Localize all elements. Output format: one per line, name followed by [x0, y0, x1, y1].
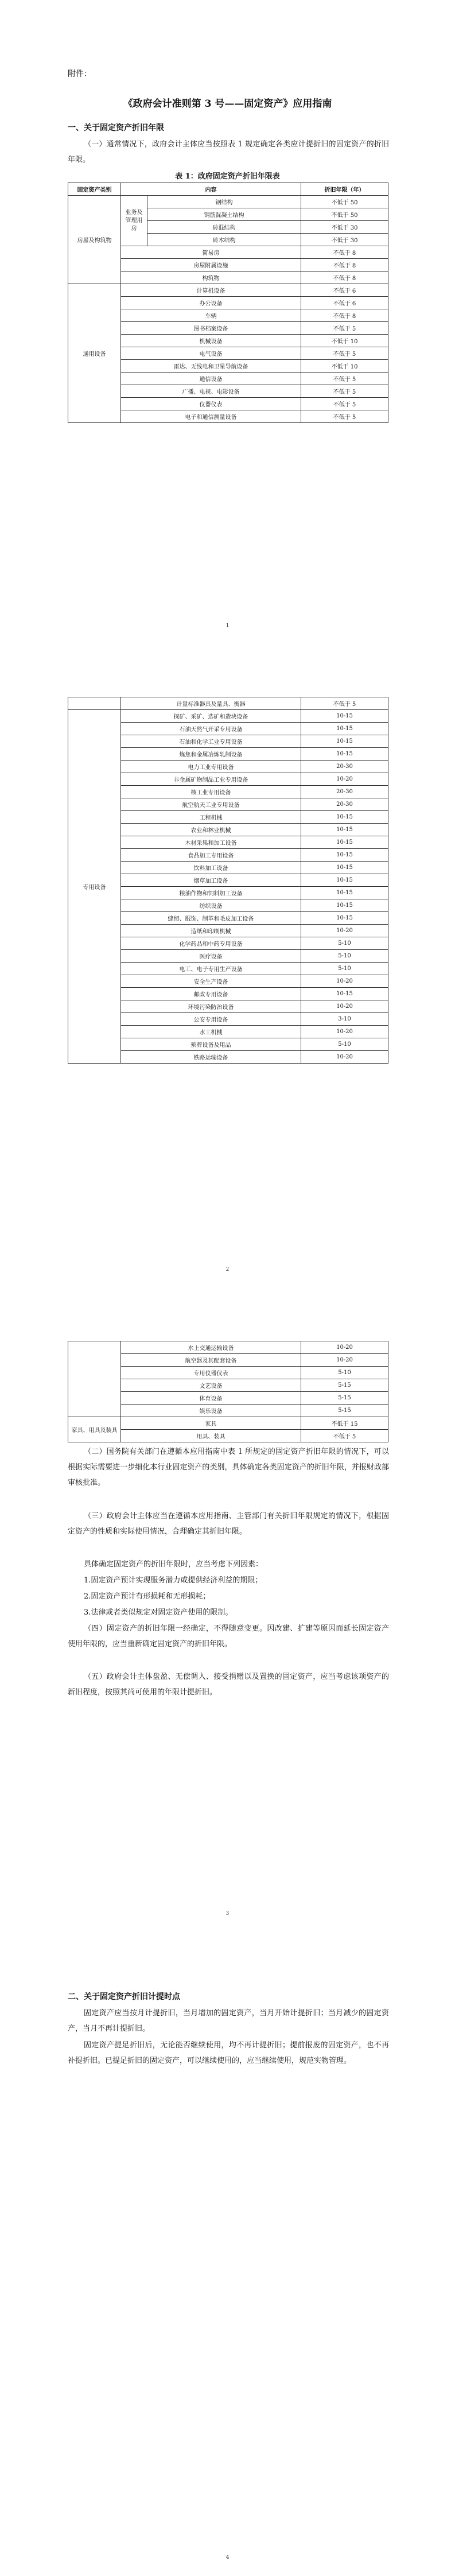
years-cell: 10-20 — [301, 773, 388, 786]
years-cell: 不低于 5 — [301, 385, 388, 398]
section2-heading: 二、关于固定资产折旧计提时点 — [68, 1992, 180, 2001]
item-cell: 公安专用设备 — [121, 1013, 301, 1026]
years-cell: 不低于 5 — [301, 398, 388, 410]
years-cell: 5-15 — [301, 1392, 388, 1405]
item-cell: 食品加工专用设备 — [121, 849, 301, 862]
header-content: 内容 — [121, 183, 301, 196]
years-cell: 不低于 8 — [301, 259, 388, 271]
item-cell: 钢结构 — [147, 196, 301, 208]
years-cell: 5-15 — [301, 1405, 388, 1417]
item-cell: 炼焦和金属冶炼轧制设备 — [121, 748, 301, 761]
years-cell: 10-20 — [301, 925, 388, 937]
years-cell: 10-15 — [301, 862, 388, 874]
years-cell: 不低于 5 — [301, 697, 388, 710]
item-cell: 核工业专用设备 — [121, 786, 301, 798]
section1-para1: （一）通常情况下，政府会计主体应当按照表 1 规定确定各类应计提折旧的固定资产的折旧年限。 — [68, 140, 389, 164]
item-cell: 木材采集和加工设备 — [121, 836, 301, 849]
item-cell: 砖混结构 — [147, 221, 301, 234]
years-cell: 10-15 — [301, 735, 388, 748]
item-cell: 探矿、采矿、选矿和造块设备 — [121, 710, 301, 723]
page-number: 3 — [225, 1911, 230, 1917]
section1-para7: 3.法律或者类似规定对固定资产使用的限制。 — [84, 1608, 233, 1617]
years-cell: 10-15 — [301, 912, 388, 925]
item-cell: 工程机械 — [121, 811, 301, 824]
years-cell: 不低于 5 — [301, 1430, 388, 1442]
item-cell: 航空器及其配套设备 — [121, 1354, 301, 1367]
page-2 — [0, 644, 455, 1288]
section1-para6: 2.固定资产预计有形损耗和无形损耗； — [84, 1592, 211, 1601]
years-cell: 不低于 6 — [301, 297, 388, 309]
years-cell: 不低于 15 — [301, 1417, 388, 1430]
page-3 — [0, 1288, 455, 1932]
item-cell: 石油天然气开采专用设备 — [121, 723, 301, 735]
item-cell: 用具、装具 — [121, 1430, 301, 1442]
page-number: 2 — [225, 1267, 230, 1273]
item-cell: 图书档案设备 — [121, 322, 301, 335]
table-row — [68, 1341, 388, 1354]
years-cell: 不低于 10 — [301, 360, 388, 373]
years-cell: 5-15 — [301, 1379, 388, 1392]
years-cell: 10-15 — [301, 723, 388, 735]
years-cell: 不低于 5 — [301, 322, 388, 335]
item-cell: 殡葬设备及用品 — [121, 1038, 301, 1051]
item-cell: 构筑物 — [121, 271, 301, 284]
years-cell: 10-20 — [301, 975, 388, 988]
item-cell: 办公设备 — [121, 297, 301, 309]
depreciation-table-part3 — [68, 1341, 388, 1442]
item-cell: 电气设备 — [121, 347, 301, 360]
years-cell: 5-10 — [301, 1367, 388, 1379]
item-cell: 环境污染防治设备 — [121, 1000, 301, 1013]
years-cell: 20-30 — [301, 761, 388, 773]
page-number: 4 — [225, 2555, 230, 2561]
page-4 — [0, 1932, 455, 2576]
years-cell: 5-10 — [301, 963, 388, 975]
item-cell: 简易房 — [121, 246, 301, 259]
years-cell: 不低于 5 — [301, 373, 388, 385]
table-header-row — [68, 183, 388, 196]
item-cell: 通信设备 — [121, 373, 301, 385]
item-cell: 造纸和印刷机械 — [121, 925, 301, 937]
item-cell: 化学药品和中药专用设备 — [121, 937, 301, 950]
item-cell: 水上交通运输设备 — [121, 1341, 301, 1354]
years-cell: 5-10 — [301, 937, 388, 950]
section2-para2: 固定资产提足折旧后，无论能否继续使用，均不再计提折旧；提前报废的固定资产，也不再补提折旧。已提足折旧的固定资产，可以继续使用的，应当继续使用，规范实物管理。 — [68, 2041, 389, 2065]
table-caption: 表 1：政府固定资产折旧年限表 — [175, 172, 280, 181]
item-cell: 农业和林业机械 — [121, 824, 301, 836]
category-cell: 专用设备 — [68, 710, 121, 1064]
years-cell: 不低于 30 — [301, 234, 388, 246]
years-cell: 不低于 8 — [301, 246, 388, 259]
item-cell: 水工机械 — [121, 1026, 301, 1038]
item-cell: 纺织设备 — [121, 899, 301, 912]
item-cell: 烟草加工设备 — [121, 874, 301, 887]
years-cell: 10-15 — [301, 811, 388, 824]
header-years: 折旧年限（年） — [301, 183, 388, 196]
category-cell: 房屋及构筑物 — [68, 196, 121, 284]
item-cell: 房屋附属设施 — [121, 259, 301, 271]
item-cell: 铁路运输设备 — [121, 1051, 301, 1064]
years-cell: 10-15 — [301, 874, 388, 887]
item-cell: 文艺设备 — [121, 1379, 301, 1392]
section2-para1: 固定资产应当按月计提折旧，当月增加的固定资产，当月开始计提折旧；当月减少的固定资产，当月不再计提折旧。 — [68, 2009, 389, 2033]
item-cell: 雷达、无线电和卫星导航设备 — [121, 360, 301, 373]
item-cell: 医疗设备 — [121, 950, 301, 963]
years-cell: 10-20 — [301, 1341, 388, 1354]
item-cell: 航空航天工业专用设备 — [121, 798, 301, 811]
item-cell: 电工、电子专用生产设备 — [121, 963, 301, 975]
attachment-label: 附件： — [68, 69, 92, 79]
section1-para8: （四）固定资产的折旧年限一经确定，不得随意变更。因改建、扩建等原因而延长固定资产使用年限的，应当重新确定固定资产的折旧年限。 — [68, 1624, 389, 1648]
item-cell: 粮油作物和饲料加工设备 — [121, 887, 301, 899]
item-cell: 机械设备 — [121, 335, 301, 347]
item-cell: 安全生产设备 — [121, 975, 301, 988]
years-cell: 20-30 — [301, 786, 388, 798]
section1-heading: 一、关于固定资产折旧年限 — [68, 123, 164, 133]
years-cell: 10-20 — [301, 1051, 388, 1064]
years-cell: 不低于 8 — [301, 309, 388, 322]
years-cell: 不低于 30 — [301, 221, 388, 234]
item-cell: 家具 — [121, 1417, 301, 1430]
item-cell: 电力工业专用设备 — [121, 761, 301, 773]
category-cell: 家具、用具及装具 — [68, 1417, 121, 1442]
item-cell: 体育设备 — [121, 1392, 301, 1405]
years-cell: 不低于 50 — [301, 196, 388, 208]
years-cell: 不低于 50 — [301, 208, 388, 221]
item-cell: 邮政专用设备 — [121, 988, 301, 1000]
item-cell: 饮料加工设备 — [121, 862, 301, 874]
category-cell: 通用设备 — [68, 284, 121, 423]
category-cell — [68, 697, 121, 710]
item-cell: 计量标准器具及量具、衡器 — [121, 697, 301, 710]
item-cell: 车辆 — [121, 309, 301, 322]
page-number: 1 — [225, 623, 230, 629]
item-cell: 计算机设备 — [121, 284, 301, 297]
item-cell: 电子和通信测量设备 — [121, 410, 301, 423]
section1-para3: （三）政府会计主体应当在遵循本应用指南、主管部门有关折旧年限规定的情况下，根据固定资产的性质和实际使用情况，合理确定其折旧年限。 — [68, 1512, 389, 1536]
years-cell: 10-15 — [301, 748, 388, 761]
item-cell: 广播、电视、电影设备 — [121, 385, 301, 398]
years-cell: 3-10 — [301, 1013, 388, 1026]
depreciation-table-part1 — [68, 183, 388, 423]
years-cell: 10-15 — [301, 710, 388, 723]
item-cell: 仪器仪表 — [121, 398, 301, 410]
section1-para9: （五）政府会计主体盘盈、无偿调入、接受捐赠以及置换的固定资产，应当考虑该项资产的新旧程度，按照其尚可使用的年限计提折旧。 — [68, 1673, 389, 1697]
years-cell: 不低于 5 — [301, 347, 388, 360]
item-cell: 非金属矿物制品工业专用设备 — [121, 773, 301, 786]
years-cell: 10-15 — [301, 887, 388, 899]
years-cell: 10-15 — [301, 849, 388, 862]
category-cell — [68, 1341, 121, 1417]
document-title: 《政府会计准则第 3 号——固定资产》应用指南 — [123, 98, 332, 110]
years-cell: 不低于 10 — [301, 335, 388, 347]
subcategory-cell: 业务及管理用房 — [121, 196, 147, 246]
section1-para5: 1.固定资产预计实现服务潜力或提供经济利益的期限； — [84, 1576, 263, 1585]
item-cell: 钢筋混凝土结构 — [147, 208, 301, 221]
years-cell: 不低于 6 — [301, 284, 388, 297]
years-cell: 10-15 — [301, 988, 388, 1000]
years-cell: 10-20 — [301, 1000, 388, 1013]
section1-para4: 具体确定固定资产的折旧年限时，应当考虑下列因素： — [84, 1560, 263, 1569]
table-row — [68, 1417, 388, 1430]
item-cell: 石油和化学工业专用设备 — [121, 735, 301, 748]
section1-para2: （二）国务院有关部门在遵循本应用指南中表 1 所规定的固定资产折旧年限的情况下，可以根据实际需要进一步细化本行业固定资产的类别，具体确定各类固定资产的折旧年限，并报财政部审核批准。 — [68, 1448, 389, 1487]
table-row — [68, 710, 388, 723]
years-cell: 10-20 — [301, 1026, 388, 1038]
depreciation-table-part2 — [68, 697, 388, 1064]
years-cell: 20-30 — [301, 798, 388, 811]
years-cell: 5-10 — [301, 950, 388, 963]
years-cell: 10-15 — [301, 824, 388, 836]
years-cell: 5-10 — [301, 1038, 388, 1051]
years-cell: 10-15 — [301, 899, 388, 912]
item-cell: 专用仪器仪表 — [121, 1367, 301, 1379]
item-cell: 娱乐设备 — [121, 1405, 301, 1417]
header-category: 固定资产类别 — [68, 183, 121, 196]
item-cell: 缝纫、服饰、制革和毛皮加工设备 — [121, 912, 301, 925]
page-1 — [0, 0, 455, 644]
years-cell: 不低于 5 — [301, 410, 388, 423]
table-row — [68, 196, 388, 208]
item-cell: 砖木结构 — [147, 234, 301, 246]
years-cell: 10-20 — [301, 1354, 388, 1367]
table-row — [68, 697, 388, 710]
years-cell: 10-15 — [301, 836, 388, 849]
years-cell: 不低于 8 — [301, 271, 388, 284]
table-row — [68, 284, 388, 297]
